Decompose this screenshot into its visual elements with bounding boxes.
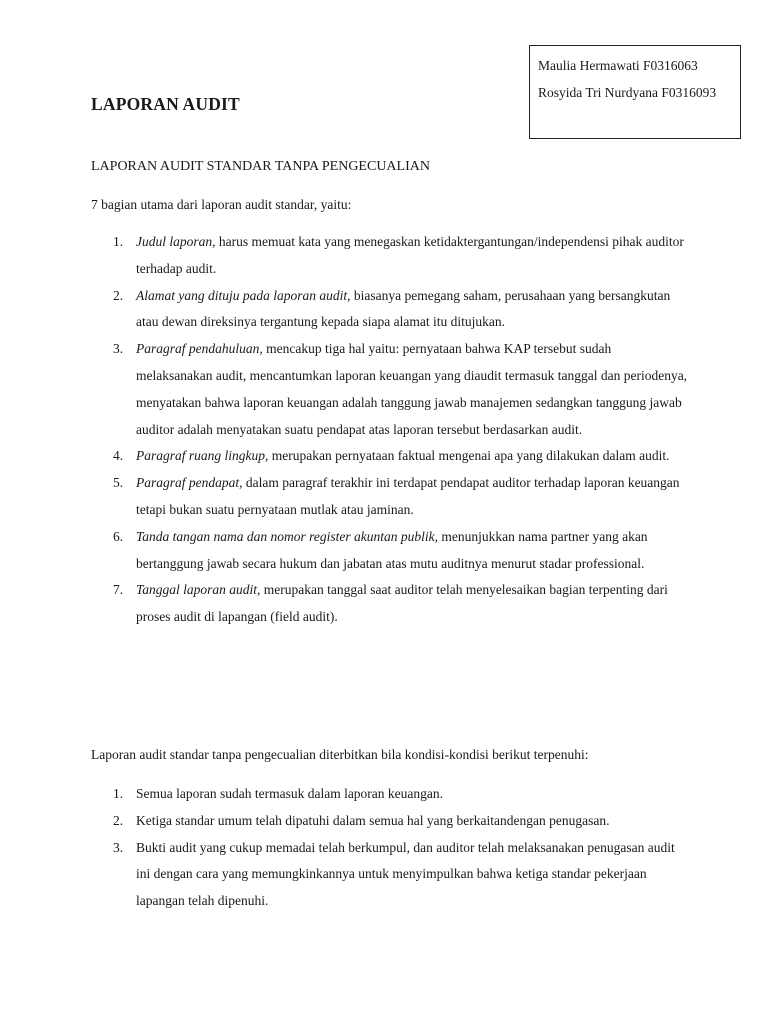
conditions-list [91,781,691,915]
list-number: 3. [113,341,124,357]
conditions-intro-text: Laporan audit standar tanpa pengecualian diterbitkan bila kondisi-kondisi berikut terpenuhi: [91,747,589,762]
list-number: 7. [113,582,124,598]
list-text: , biasanya pemegang saham, perusahaan yang bersangkutan atau dewan direksinya tergantung kepada siapa alamat itu ditujukan. [136,287,671,330]
list-number: 3. [113,839,124,855]
list-number: 2. [113,812,124,828]
list-term: Paragraf pendapat, [136,475,243,491]
list-item [91,808,691,835]
list-item [91,336,691,443]
list-item [91,781,691,808]
list-number: 5. [113,475,124,491]
list-term: Tanggal laporan audit, [136,582,261,598]
list-term: Paragraf pendahuluan, [136,341,263,357]
list-text: Semua laporan sudah termasuk dalam laporan keuangan. [136,786,444,801]
list-text: menunjukkan nama partner yang akan bertanggung jawab secara hukum dan jabatan atas mutu auditnya menurut stadar professional. [136,528,648,571]
authors-box [529,45,741,139]
report-parts-list [91,229,691,631]
list-text: merupakan pernyataan faktual mengenai apa yang dilakukan dalam audit. [268,448,670,464]
list-number: 1. [113,234,124,249]
list-term: Alamat yang dituju pada laporan audit [136,287,348,303]
list-item [91,443,691,470]
list-item [91,577,691,631]
list-text: merupakan tanggal saat auditor telah menyelesaikan bagian terpenting dari proses audit di lapangan (field audit). [136,582,668,625]
list-text: , harus memuat kata yang menegaskan ketidaktergantungan/independensi pihak auditor terhadap audit. [136,234,684,276]
list-term: Judul laporan [136,234,213,249]
list-text: Ketiga standar umum telah dipatuhi dalam semua hal yang berkaitandengan penugasan. [136,812,610,828]
list-text: dalam paragraf terakhir ini terdapat pendapat auditor terhadap laporan keuangan tetapi bukan suatu pernyataan mutlak atau jaminan. [136,475,680,517]
list-text: mencakup tiga hal yaitu: pernyataan bahwa KAP tersebut sudah melaksanakan audit, mencantumkan laporan keuangan yang diaudit termasuk tanggal dan periodenya, menyatakan bahwa laporan keuangan adalah tanggung jawab manajemen sedangkan tanggung jawab auditor adalah menyatakan suatu pendapat atas laporan tersebut berdasarkan audit. [136,341,688,437]
author-name: Maulia Hermawati F0316063 [538,58,698,73]
list-number: 1. [113,786,124,801]
intro-text: 7 bagian utama dari laporan audit standar, yaitu: [91,197,352,212]
list-item [91,524,691,578]
list-term: Paragraf ruang lingkup, [136,448,269,464]
list-item [91,229,691,283]
list-number: 2. [113,287,124,303]
list-number: 4. [113,448,124,464]
list-item [91,835,691,915]
list-number: 6. [113,528,124,544]
document-title: LAPORAN AUDIT [91,94,240,114]
list-text: Bukti audit yang cukup memadai telah berkumpul, dan auditor telah melaksanakan penugasan audit ini dengan cara yang memungkinkannya untuk menyimpulkan bahwa ketiga standar pekerjaan lapangan telah dipenuhi. [136,839,675,909]
list-item [91,283,691,337]
list-item [91,470,691,524]
list-term: Tanda tangan nama dan nomor register akuntan publik, [136,528,439,544]
section-title: LAPORAN AUDIT STANDAR TANPA PENGECUALIAN [91,159,430,174]
author-name: Rosyida Tri Nurdyana F0316093 [538,85,717,100]
